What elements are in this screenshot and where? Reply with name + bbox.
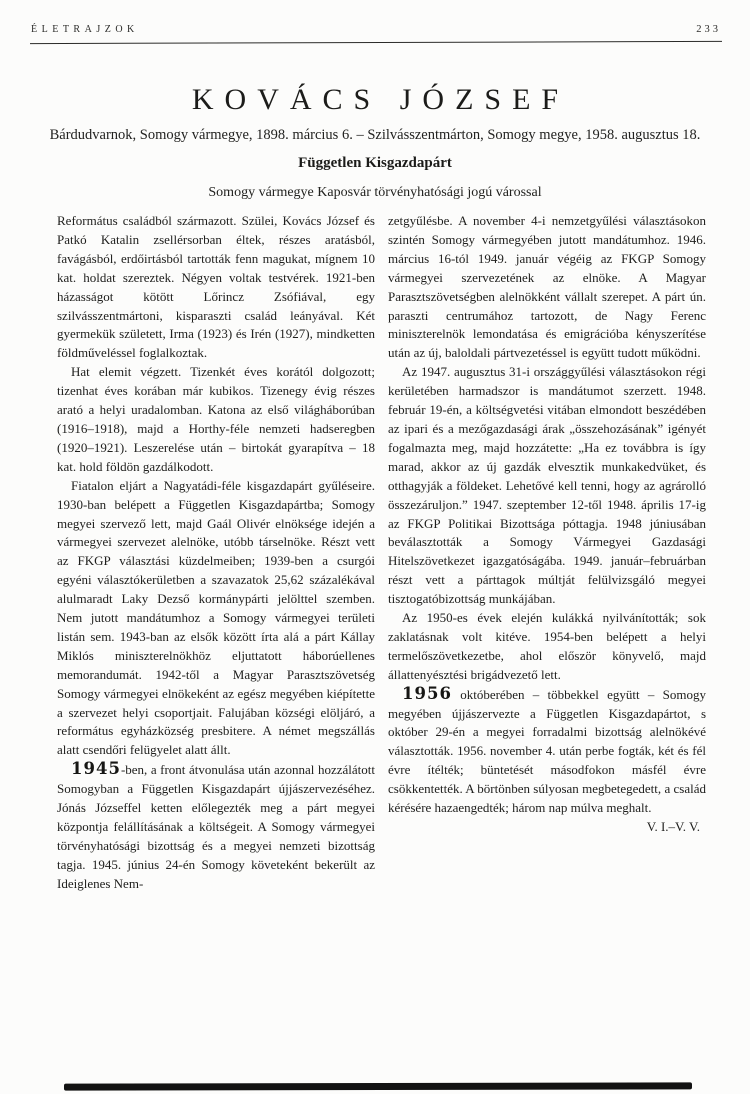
header-rule — [30, 41, 722, 44]
paragraph: Az 1950-es évek elején kulákká nyilvánították; sok zaklatásnak volt kitéve. 1954-ben belépett a helyi termelőszövetkezetbe, ahol először könyvelő, majd állattenyésztési brigádvezető lett. — [388, 610, 706, 682]
constituency: Somogy vármegye Kaposvár törvényhatósági jogú várossal — [208, 185, 542, 200]
running-head: ÉLETRAJZOK — [31, 24, 139, 35]
year-display: 1945 — [71, 759, 121, 779]
column-left — [57, 212, 375, 894]
paragraph — [388, 685, 706, 818]
paragraph-text: -ben, a front átvonulása után azonnal hozzálátott Somogyban a Független Kisgazdapárt újjászervezéséhez. Jónás Józseffel ketten előlegezték meg a párt megyei központja felállításának a költségeit. A Somogy vármegyei törvényhatósági bizottság és a megyei nemzeti bizottság tagja. 1945. június 24-én Somogy követeként bekerült az Ideiglenes Nem- — [57, 762, 375, 891]
paragraph: Református családból származott. Szülei, Kovács József és Patkó Katalin zsellérsorban éltek, részes aratásból, favágásból, erdőirtásból tartották fenn magukat, mígnem 10 kat. holdat szereztek. Négyen voltak testvérek. 1921-ben házasságot kötött Lőrincz Zsófiával, egy szilvásszentmártoni, kisparaszti család leányával. Két gyermekük született, Irma (1923) és Irén (1927), mindketten földműveléssel foglalkoztak. — [57, 213, 375, 361]
paragraph: zetgyűlésbe. A november 4-i nemzetgyűlési választásokon szintén Somogy vármegyében jutott mandátumhoz. 1946. március 16-tól 1949. január végéig az FKGP Somogy vármegyei szervezetének az elnöke. A Magyar Parasztszövetségben alelnökként vállalt szerepet. A párt ún. paraszti centrumához tartozott, de Nagy Ferenc miniszterelnök lemondatása és emigrációba kényszerítése után az új, baloldali pártvezetéssel is együtt tudott működni. — [388, 213, 706, 361]
page-header — [31, 24, 721, 35]
life-dates: Bárdudvarnok, Somogy vármegye, 1898. március 6. – Szilvásszentmárton, Somogy megye, 1958. augusztus 18. — [49, 127, 701, 143]
paragraph: Az 1947. augusztus 31-i országgyűlési választásokon régi kerületében harmadszor is mandátumot szerzett. 1948. február 19-én, a költségvetési vitában elmondott beszédében az ipari és a mezőgazdasági árak „összehozásának” igényét fogalmazta meg, majd hozzátette: „Ha ez továbbra is így marad, akkor az új gazdák elvesztik munkakedvüket, és otthagyják a földeket. Lehetővé kell tenni, hogy az agrárolló összezáruljon.” 1947. szeptember 12-től 1948. április 17-ig az FKGP Politikai Bizottsága póttagja. 1948 júniusában beválasztották a Somogy Vármegyei Gazdasági Hitelszövetkezet igazgatóságába. 1949. január–februárban részt vett a párttagok múltját felülvizsgáló megyei tisztogatóbizottság munkájában. — [388, 364, 706, 607]
paragraph — [57, 760, 375, 893]
paragraph: Fiatalon eljárt a Nagyatádi-féle kisgazdapárt gyűléseire. 1930-ban belépett a Független Kisgazdapártba; Somogy megyei szervező lett, majd Gaál Olivér elnöksége idején a vármegyei szervezet alelnöke, utóbb társelnöke. Részt vett az FKGP választási küzdelmeiben; 1939-ben a csurgói egyéni választókerületben a szavazatok 25,62 százalékával alulmaradt Laky Dezső kormánypárti jelölttel szemben. Nem jutott mandátumhoz a Somogy vármegyei területi listán sem. 1943-ban az elsők között írta alá a párt Kállay Miklós miniszterelnökhöz eljuttatott háborúellenes memorandumát. 1942-től a Magyar Parasztszövetség Somogy vármegyei elnökeként az egész megyében kiépítette a szervezet helyi csoportjait. Falujában községi elöljáró, a református egyházközség presbitere. A német megszállás alatt csendőri felügyelet alatt állt. — [57, 477, 375, 758]
paragraph-text: októberében – többekkel együtt – Somogy megyében újjászervezte a Független Kisgazdapártot, s október 29-én a megyei forradalmi bizottság alelnökévé választották. 1956. november 4. után perbe fogták, két és fél évre ítélték; büntetését másodfokon másfél évre csökkentették. A börtönben súlyosan megbetegedett, a család kérésére hazaengedték; három nap múlva meghalt. — [388, 686, 706, 816]
page-number: 233 — [696, 24, 721, 35]
party-name: Független Kisgazdapárt — [298, 155, 452, 171]
column-right — [388, 212, 706, 894]
body-columns — [57, 212, 707, 894]
year-display: 1956 — [402, 683, 452, 703]
entry-title: KOVÁCS JÓZSEF — [191, 83, 570, 116]
paragraph: Hat elemit végzett. Tizenkét éves korától dolgozott; tizenhat éves korában már kubikos. Tizenegy évig részes arató a helyi uradalomban. Katona az első világháborúban (1916–1918), majd a Horthy-féle nemzeti hadseregben (1920–1921). Leszerelése után – birtokát gyarapítva – 18 kat. hold földön gazdálkodott. — [57, 364, 375, 474]
scan-artifact-bar — [64, 1082, 692, 1090]
author-signature: V. I.–V. V. — [646, 819, 700, 834]
